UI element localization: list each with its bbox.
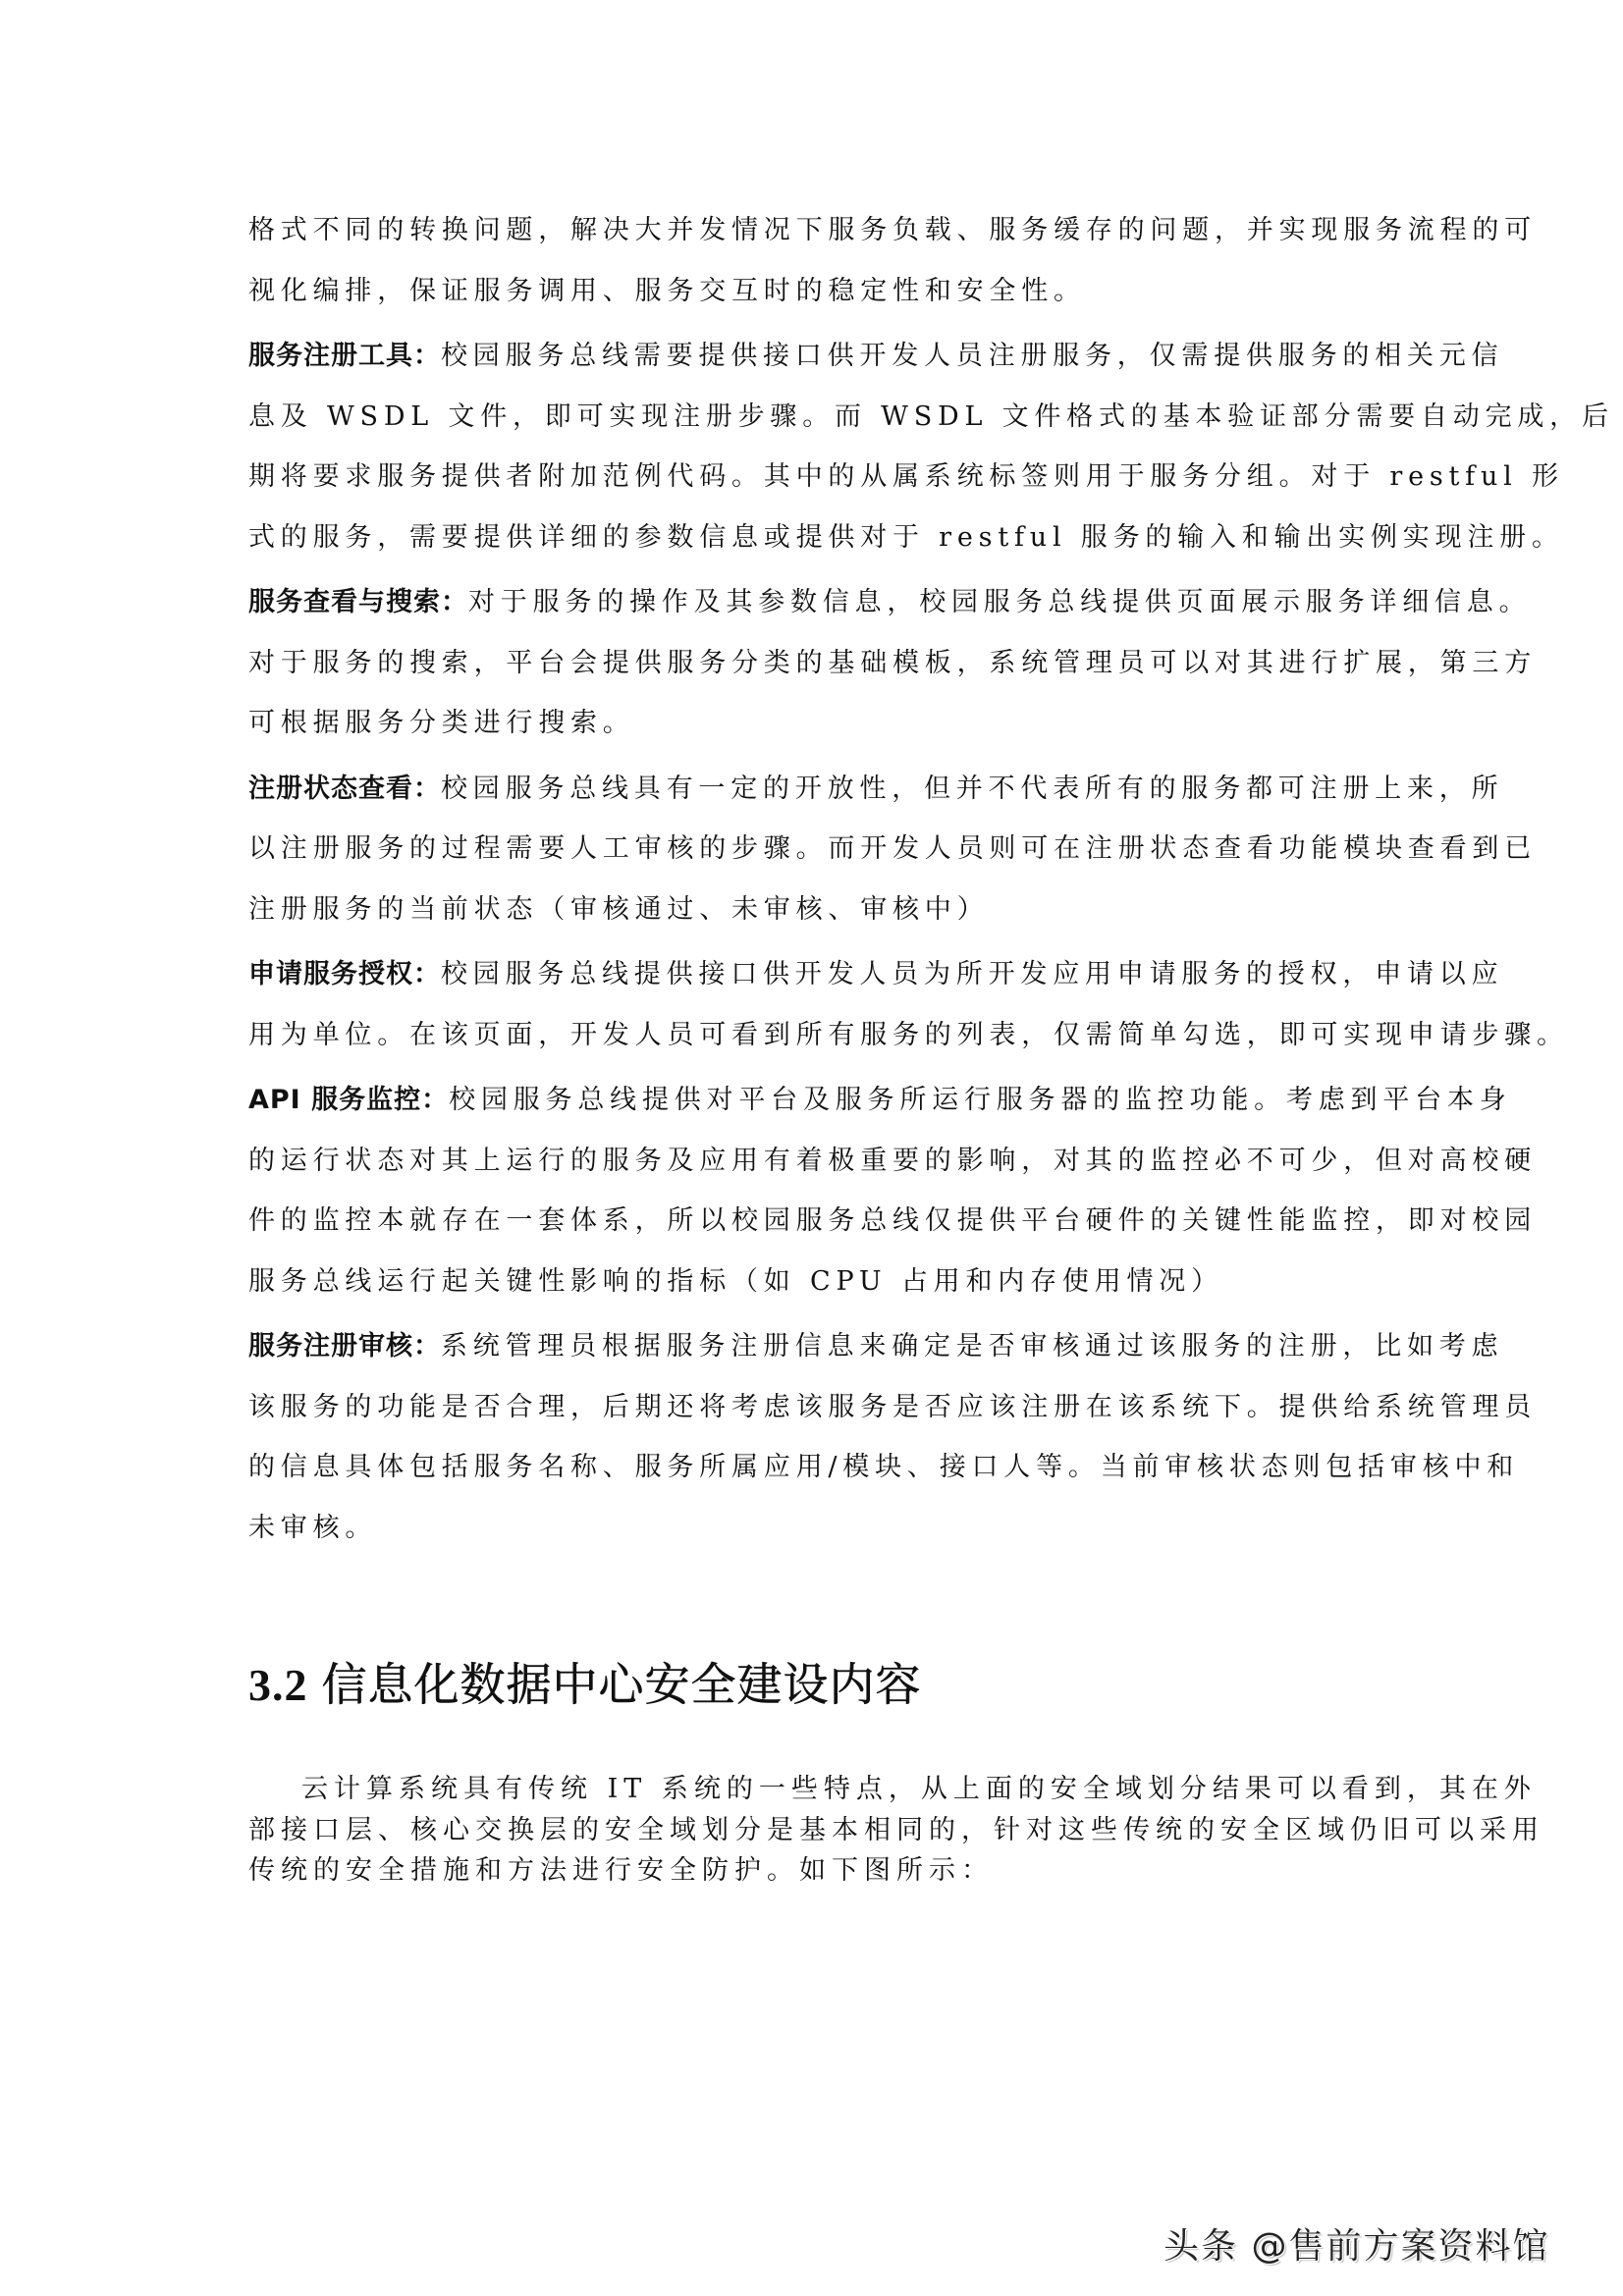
text-line: 息及 WSDL 文件，即可实现注册步骤。而 WSDL 文件格式的基本验证部分需要自动完成，后 [248,400,1614,432]
text-line: 式的服务，需要提供详细的参数信息或提供对于 restful 服务的输入和输出实例实现注册。 [248,521,1564,553]
text-line: 件的监控本就存在一套体系，所以校园服务总线仅提供平台硬件的关键性能监控，即对校园 [248,1205,1537,1236]
section-text: 校园服务总线需要提供接口供开发人员注册服务，仅需提供服务的相关元信 [441,341,1504,371]
section-label: API 服务监控： [248,1085,450,1115]
intro-paragraph [248,1769,1544,1892]
section-text: 系统管理员根据服务注册信息来确定是否审核通过该服务的注册，比如考虑 [441,1331,1504,1362]
text-line [248,1070,1512,1131]
text-line: 该服务的功能是否合理，后期还将考虑该服务是否应该注册在该系统下。提供给系统管理员 [248,1391,1537,1422]
text-line: 期将要求服务提供者附加范例代码。其中的从属系统标签则用于服务分组。对于 restful 形 [248,461,1564,492]
text-line: 对于服务的搜索，平台会提供服务分类的基础模板，系统管理员可以对其进行扩展，第三方 [248,647,1537,678]
section-api-monitoring [248,1070,1537,1311]
text-line [248,1316,1504,1377]
text-line [248,759,1504,820]
text-line: 的运行状态对其上运行的服务及应用有着极重要的影响，对其的监控必不可少，但对高校硬 [248,1145,1537,1176]
text-line: 用为单位。在该页面，开发人员可看到所有服务的列表，仅需简单勾选，即可实现申请步骤。 [248,1019,1569,1050]
section-registration-review [248,1316,1537,1558]
section-service-view-search [248,572,1537,754]
section-label: 服务注册工具： [248,341,441,371]
section-label: 注册状态查看： [248,773,441,804]
text-line [248,326,1504,387]
text-line [248,572,1532,633]
text-line [248,944,1504,1005]
text-line: 部接口层、核心交换层的安全域划分是基本相同的，针对这些传统的安全区域仍旧可以采用 [248,1814,1544,1845]
section-label: 服务注册审核： [248,1331,441,1362]
text-line: 服务总线运行起关键性影响的指标（如 CPU 占用和内存使用情况） [248,1265,1223,1297]
section-registration-status [248,759,1537,940]
section-service-authorization [248,944,1569,1065]
heading-title: 信息化数据中心安全建设内容 [321,1658,922,1711]
section-label: 服务查看与搜索： [248,587,468,617]
text-line: 可根据服务分类进行搜索。 [248,708,635,738]
text-line: 格式不同的转换问题，解决大并发情况下服务负载、服务缓存的问题，并实现服务流程的可 [248,215,1537,245]
section-text: 对于服务的操作及其参数信息，校园服务总线提供页面展示服务详细信息。 [468,587,1532,617]
text-line: 未审核。 [248,1512,378,1543]
text-line: 云计算系统具有传统 IT 系统的一些特点，从上面的安全域划分结果可以看到，其在外 [301,1774,1537,1804]
continued-paragraph [248,200,1537,321]
section-label: 申请服务授权： [248,959,441,989]
text-line: 注册服务的当前状态（审核通过、未审核、审核中） [248,893,990,925]
section-text: 校园服务总线提供接口供开发人员为所开发应用申请服务的授权，申请以应 [441,959,1504,989]
section-heading [248,1653,922,1717]
text-line: 视化编排，保证服务调用、服务交互时的稳定性和安全性。 [248,275,1086,306]
body-text-block [248,200,1614,1563]
text-line: 以注册服务的过程需要人工审核的步骤。而开发人员则可在注册状态查看功能模块查看到已 [248,833,1537,864]
text-line: 的信息具体包括服务名称、服务所属应用/模块、接口人等。当前审核状态则包括审核中和 [248,1452,1520,1482]
section-service-registration-tool [248,326,1614,567]
section-text: 校园服务总线提供对平台及服务所运行服务器的监控功能。考虑到平台本身 [449,1085,1512,1115]
text-line: 传统的安全措施和方法进行安全防护。如下图所示： [248,1855,994,1886]
watermark: 头条 @售前方案资料馆 [1163,2226,1550,2267]
section-text: 校园服务总线具有一定的开放性，但并不代表所有的服务都可注册上来，所 [441,773,1504,804]
heading-number: 3.2 [248,1660,308,1710]
